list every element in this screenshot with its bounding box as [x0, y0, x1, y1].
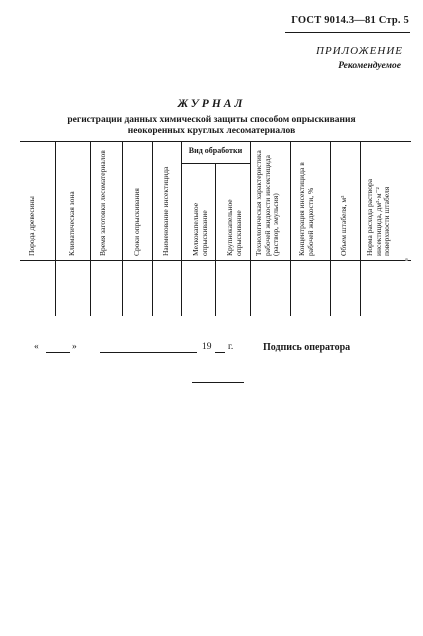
year-blank — [215, 352, 225, 353]
column-divider — [181, 141, 182, 316]
column-divider — [330, 141, 331, 316]
page-header: ГОСТ 9014.3—81 Стр. 5 — [291, 15, 409, 26]
appendix-status: Рекомендуемое — [338, 61, 401, 71]
column-header-text: Объем штабеля, м³ — [339, 195, 348, 256]
column-divider — [122, 141, 123, 316]
operator-signature-label: Подпись оператора — [263, 342, 351, 353]
column-header-text: Крупнокапельное опрыскивание — [225, 199, 243, 256]
journal-subtitle-line2: неокоренных круглых лесоматериалов — [127, 126, 296, 136]
header-rule — [285, 32, 410, 33]
column-header-text: Технологическая характеристика рабочей жидкости инсектицида (раствор, эмульсия) — [254, 150, 280, 256]
group-header-treatment-type: Вид обработки — [188, 146, 243, 155]
column-header-text: Концентрация инсектицида в рабочей жидкости, % — [297, 162, 315, 256]
column-divider — [360, 141, 361, 316]
close-quote: » — [72, 342, 77, 352]
print-dot — [405, 258, 408, 261]
year-suffix: г. — [228, 342, 234, 352]
column-header-text: Сроки опрыскивания — [132, 188, 141, 256]
column-header-text: Наименование инсектицида — [161, 166, 170, 256]
group-header-divider — [181, 163, 250, 164]
column-header-text: Мелкокапельное опрыскивание — [191, 202, 209, 256]
day-blank — [46, 352, 70, 353]
column-divider — [152, 141, 153, 316]
footer-rule — [192, 382, 244, 383]
year-prefix: 19 — [202, 342, 212, 352]
column-divider — [290, 141, 291, 316]
column-divider — [55, 141, 56, 316]
month-blank — [100, 352, 197, 353]
journal-title: ЖУРНАЛ — [177, 98, 246, 110]
journal-subtitle-line1: регистрации данных химической защиты способом опрыскивания — [67, 115, 356, 125]
column-divider — [250, 141, 251, 316]
column-divider — [215, 163, 216, 316]
column-header-text: Норма расхода раствора инсектицида, дм³·м⁻² поверхности штабеля — [365, 178, 391, 256]
appendix-title: ПРИЛОЖЕНИЕ — [316, 45, 403, 57]
open-quote: « — [34, 342, 39, 352]
table-top-border — [20, 141, 411, 142]
column-divider — [90, 141, 91, 316]
column-header-text: Порода древесины — [27, 196, 36, 256]
column-header-text: Время заготовки лесоматериалов — [98, 150, 107, 256]
column-header-text: Климатическая зона — [67, 191, 76, 256]
